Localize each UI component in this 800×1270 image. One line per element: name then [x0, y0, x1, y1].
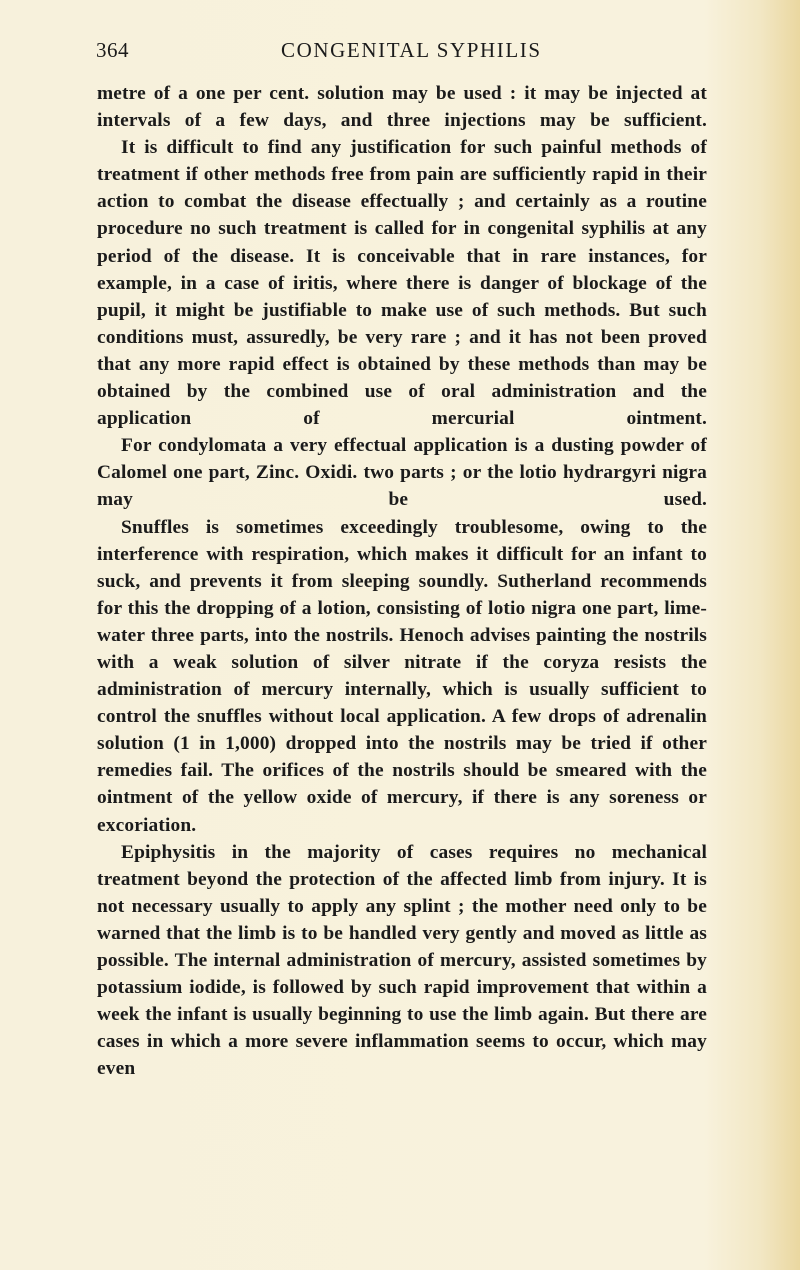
body-text [97, 80, 707, 1082]
paragraph-1: metre of a one per cent. solution may be used : it may be injected at intervals of a few days, and three injections may be sufficient. [97, 83, 707, 132]
paragraph-2: It is difficult to find any justification for such painful methods of treatment if other methods free from pain are sufficiently rapid in their action to combat the disease effectually ; and certainly as a routine procedure no such treatment is called for in congenital syphilis at any period of the disease. It is conceivable that in rare instances, for example, in a case of iritis, where there is danger of blockage of the pupil, it might be justifiable to make use of such methods. But such conditions must, assuredly, be very rare ; and it has not been proved that any more rapid effect is obtained by these methods than may be obtained by the combined use of oral administration and the application of mercurial ointment. [97, 137, 707, 430]
paragraph-3: For condylomata a very effectual application is a dusting powder of Calomel one part, Zinc. Oxidi. two parts ; or the lotio hydrargyri nigra may be used. [97, 435, 707, 511]
paragraph-4: Snuffles is sometimes exceedingly troublesome, owing to the interference with respiration, which makes it difficult for an infant to suck, and prevents it from sleeping soundly. Sutherland recommends for this the dropping of a lotion, consisting of lotio nigra one part, lime-water three parts, into the nostrils. Henoch advises painting the nostrils with a weak solution of silver nitrate if the coryza resists the administration of mercury internally, which is usually sufficient to control the snuffles without local application. A few drops of adrenalin solution (1 in 1,000) dropped into the nostrils may be tried if other remedies fail. The orifices of the nostrils should be smeared with the ointment of the yellow oxide of mercury, if there is any soreness or excoriation. [97, 516, 707, 836]
running-title: CONGENITAL SYPHILIS [281, 38, 542, 62]
page-number: 364 [96, 38, 129, 62]
paragraph-5: Epiphysitis in the majority of cases requires no mechanical treatment beyond the protection of the affected limb from injury. It is not necessary usually to apply any splint ; the mother need only to be warned that the limb is to be handled very gently and moved as little as possible. The internal administration of mercury, assisted sometimes by potassium iodide, is followed by such rapid improvement that within a week the infant is usually beginning to use the limb again. But there are cases in which a more severe inflammation seems to occur, which may even [97, 841, 707, 1080]
running-head [0, 38, 800, 68]
